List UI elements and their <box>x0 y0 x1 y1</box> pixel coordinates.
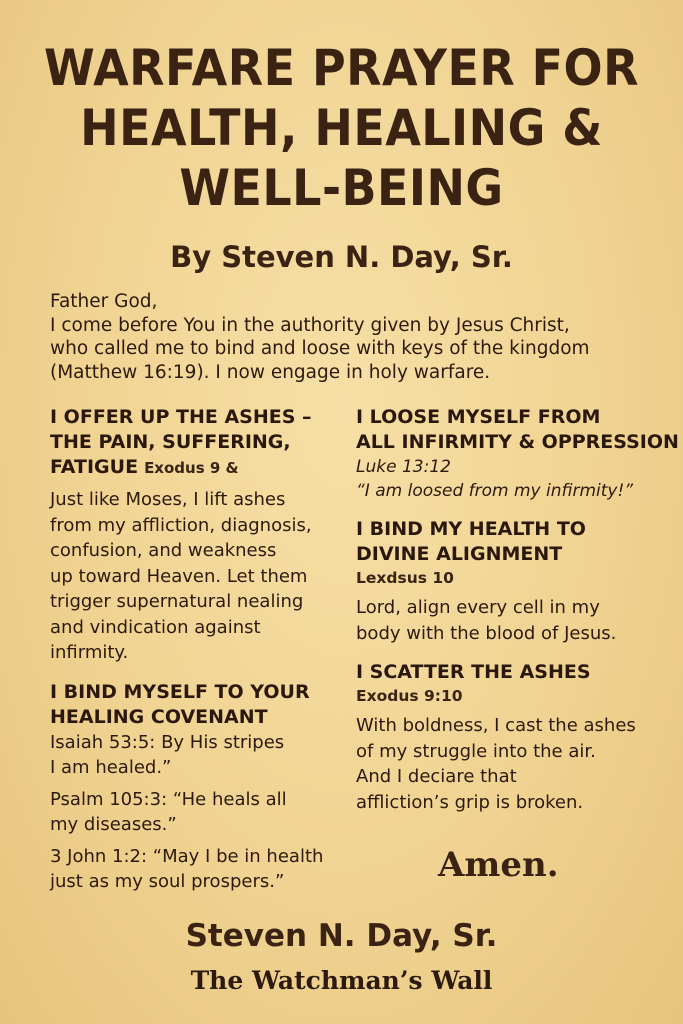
body-line: of my struggle into the air. <box>356 740 596 762</box>
section-heading: I BIND MY HEALTH TO <box>356 518 586 540</box>
author-byline: By Steven N. Day, Sr. <box>170 240 513 274</box>
section-heading: ALL INFIRMITY & OPPRESSION <box>356 431 679 453</box>
section-healing-covenant <box>50 680 350 895</box>
body-line: And I deciare that <box>356 766 517 787</box>
intro-line: (Matthew 16:19). I now engage in holy warfare. <box>50 361 491 383</box>
body-line: Lord, align every cell in my <box>356 597 600 618</box>
section-heading-with-ref <box>50 455 350 481</box>
body-line: affliction’s grip is broken. <box>356 791 584 813</box>
body-line: from my affliction, diagnosis, <box>50 514 312 536</box>
intro-line: Father God, <box>50 291 158 312</box>
body-line: trigger supernatural nealing <box>50 591 304 612</box>
section-scatter-ashes <box>356 660 666 815</box>
section-heading: I OFFER UP THE ASHES – <box>50 406 312 428</box>
title-line-3: WELL-BEING <box>179 159 504 217</box>
scripture-ref: Luke 13:12 <box>356 457 451 477</box>
scripture-ref: Exodus 9:10 <box>356 687 463 705</box>
body-line: confusion, and weakness <box>50 540 277 561</box>
body-line: Just like Moses, I lift ashes <box>50 489 286 510</box>
verse-line: my diseases.” <box>50 814 177 835</box>
verse-line: 3 John 1:2: “May I be in health <box>50 845 324 867</box>
body-line: With boldness, I cast the ashes <box>356 715 636 736</box>
body-line: body with the blood of Jesus. <box>356 622 617 644</box>
section-heading: I LOOSE MYSELF FROM <box>356 406 601 428</box>
intro-line: who called me to bind and loose with keys of the kingdom <box>50 338 590 359</box>
footer-ministry-name: The Watchman’s Wall <box>190 966 493 995</box>
author-signature: Steven N. Day, Sr. <box>185 918 498 954</box>
right-column <box>356 405 679 815</box>
verse-line: just as my soul prospers.” <box>50 871 285 892</box>
title-line-2: HEALTH, HEALING & <box>80 99 603 157</box>
title-line-1: WARFARE PRAYER FOR <box>43 39 640 97</box>
intro-paragraph <box>50 290 660 384</box>
intro-line: I come before You in the authority given by Jesus Christ, <box>50 314 570 336</box>
scripture-ref: Lexdsus 10 <box>356 569 454 587</box>
section-loose-infirmity <box>356 405 679 503</box>
body-line: up toward Heaven. Let them <box>50 565 308 587</box>
section-divine-alignment <box>356 517 666 646</box>
quote-line: “I am loosed from my infirmity!” <box>356 481 634 501</box>
verse-line: Psalm 105:3: “He heals all <box>50 788 287 810</box>
amen-closing: Amen. <box>438 845 559 885</box>
section-heading: I BIND MYSELF TO YOUR <box>50 680 310 703</box>
section-heading: HEALING COVENANT <box>50 705 268 728</box>
scripture-ref: Exodus 9 & <box>144 459 239 477</box>
left-column <box>50 405 350 895</box>
section-heading-text: FATIGUE <box>50 456 139 478</box>
section-heading: DIVINE ALIGNMENT <box>356 543 563 565</box>
section-offer-ashes <box>50 405 350 666</box>
verse-line: I am healed.” <box>50 757 172 778</box>
body-line: infirmity. <box>50 642 129 663</box>
page-title <box>27 38 655 218</box>
body-line: and vindication against <box>50 616 261 638</box>
section-heading: I SCATTER THE ASHES <box>356 661 591 683</box>
verse-line: Isaiah 53:5: By His stripes <box>50 731 285 753</box>
section-heading: THE PAIN, SUFFERING, <box>50 431 291 453</box>
